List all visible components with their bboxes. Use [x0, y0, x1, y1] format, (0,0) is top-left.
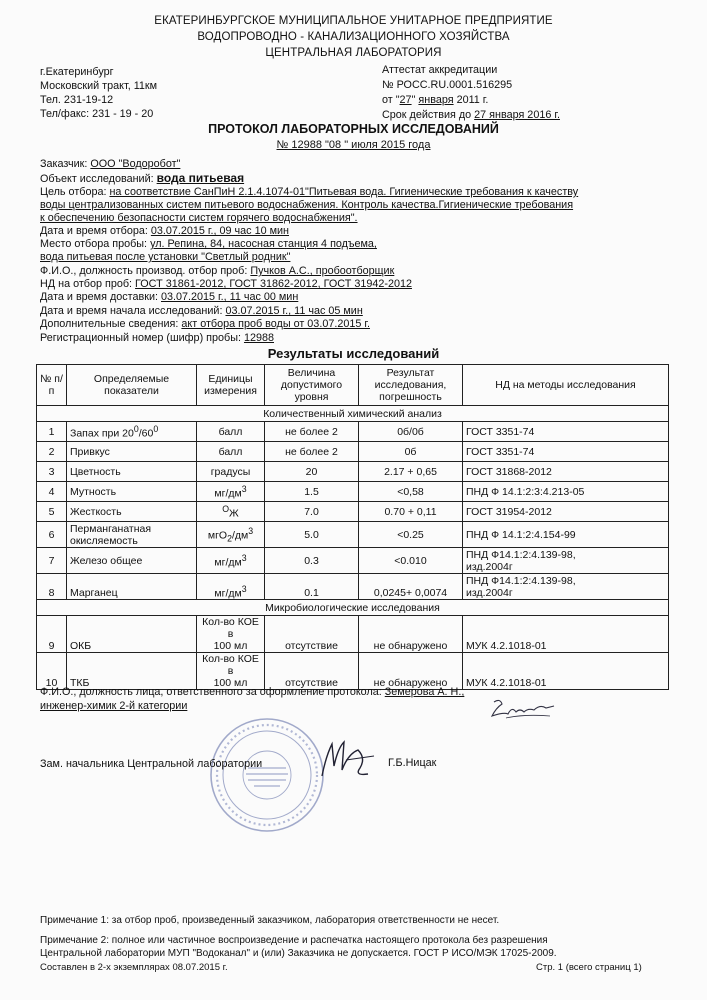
row-num: 8	[37, 574, 67, 600]
table-row	[37, 548, 669, 574]
section-row	[37, 600, 669, 616]
reg-value: 12988	[243, 332, 274, 344]
page-indicator: Стр. 1 (всего страниц 1)	[536, 962, 642, 973]
responsible-row	[40, 686, 464, 699]
responsible-name: Земерова А. Н.,	[384, 686, 465, 698]
row-result: 0б	[359, 442, 463, 462]
org-name-line3: ЦЕНТРАЛЬНАЯ ЛАБОРАТОРИЯ	[265, 47, 442, 59]
row-result: 0.70 + 0,11	[359, 502, 463, 522]
protocol-title: ПРОТОКОЛ ЛАБОРАТОРНЫХ ИССЛЕДОВАНИЙ	[208, 122, 499, 136]
row-method: ГОСТ 3351-74	[463, 442, 669, 462]
table-row	[37, 442, 669, 462]
row-limit: 1.5	[265, 482, 359, 502]
row-unit: градусы	[197, 462, 265, 482]
degree-sup-1: 0	[133, 424, 139, 435]
accreditation-date-prefix: от "	[382, 94, 400, 106]
table-row	[37, 522, 669, 548]
row-result: не обнаружено	[359, 616, 463, 653]
unit-sup: 3	[241, 553, 247, 564]
row-indicator: ОКБ	[67, 616, 197, 653]
row-limit: отсутствие	[265, 653, 359, 690]
accreditation-date	[382, 94, 488, 107]
responsible-label: Ф.И.О., должность лица, ответственного за оформление протокола:	[40, 686, 382, 698]
col-unit: Единицы измерения	[197, 365, 265, 406]
row-indicator: Марганец	[67, 574, 197, 600]
row-method	[463, 548, 669, 574]
row-limit: не более 2	[265, 442, 359, 462]
row-unit: балл	[197, 422, 265, 442]
row-result: <0.25	[359, 522, 463, 548]
unit-line-2: 100 мл	[213, 640, 248, 652]
table-row	[37, 502, 669, 522]
table-header-row	[37, 365, 669, 406]
table-row	[37, 653, 669, 690]
sampler-label: Ф.И.О., должность производ. отбор проб:	[40, 265, 248, 277]
start-value: 03.07.2015 г., 11 час 05 мин	[225, 305, 363, 317]
col-indicator: Определяемые показатели	[67, 365, 197, 406]
accreditation-date-month: января	[418, 94, 454, 106]
results-title: Результаты исследований	[267, 346, 440, 361]
row-method: ПНД Ф 14.1:2:3:4.213-05	[463, 482, 669, 502]
row-method: ГОСТ 3351-74	[463, 422, 669, 442]
row-unit	[197, 502, 265, 522]
place-value-1: ул. Репина, 84, насосная станция 4 подъема,	[150, 238, 377, 250]
method-line-1: ПНД Ф14.1:2:4.139-98,	[466, 548, 576, 561]
accreditation-title: Аттестат аккредитации	[382, 64, 498, 76]
row-limit: 7.0	[265, 502, 359, 522]
unit-line-2: 100 мл	[213, 677, 248, 689]
unit-sub: 2	[227, 533, 232, 544]
object-label: Объект исследований:	[40, 173, 154, 185]
row-num: 3	[37, 462, 67, 482]
start-row	[40, 305, 363, 318]
extra-label: Дополнительные сведения:	[40, 318, 179, 330]
nd-value: ГОСТ 31861-2012, ГОСТ 31862-2012, ГОСТ 31942-2012	[135, 278, 412, 290]
method-line-1: ПНД Ф14.1:2:4.139-98,	[466, 574, 576, 587]
indicator-text-b: /60	[138, 427, 154, 440]
sampler-row	[40, 265, 394, 278]
accreditation-date-quote: "	[411, 94, 416, 106]
approval-role: Зам. начальника Центральной лаборатории	[40, 758, 263, 770]
row-indicator	[67, 422, 197, 442]
customer-row	[40, 158, 180, 171]
customer-label: Заказчик:	[40, 158, 88, 170]
fax: Тел/факс: 231 - 19 - 20	[40, 108, 154, 120]
method-line-2: изд.2004г	[466, 560, 513, 573]
row-num: 1	[37, 422, 67, 442]
unit-sup: 3	[248, 525, 254, 536]
unit-text: мг/дм	[214, 587, 242, 599]
city: г.Екатеринбург	[40, 66, 114, 78]
customer-value: ООО "Водоробот"	[90, 158, 181, 170]
accreditation-date-year: 2011 г.	[456, 94, 489, 106]
row-unit	[197, 548, 265, 574]
round-stamp	[208, 716, 326, 834]
row-method: ГОСТ 31954-2012	[463, 502, 669, 522]
row-result: <0,58	[359, 482, 463, 502]
row-num: 10	[37, 653, 67, 690]
org-name-line2: ВОДОПРОВОДНО - КАНАЛИЗАЦИОННОГО ХОЗЯЙСТВА	[197, 31, 510, 43]
address: Московский тракт, 11км	[40, 80, 158, 92]
col-result: Результат исследования, погрешность	[359, 365, 463, 406]
row-method: ГОСТ 31868-2012	[463, 462, 669, 482]
row-unit: балл	[197, 442, 265, 462]
copies-note: Составлен в 2-х экземплярах 08.07.2015 г.	[40, 962, 228, 973]
row-indicator: Жесткость	[67, 502, 197, 522]
row-unit	[197, 653, 265, 690]
delivery-value: 03.07.2015 г., 11 час 00 мин	[160, 291, 299, 303]
accreditation-date-day: 27	[399, 94, 412, 106]
responsible-signature	[488, 694, 558, 724]
place-value-2: вода питьевая после установки "Светлый родник"	[40, 251, 291, 263]
row-num: 5	[37, 502, 67, 522]
indicator-line-2: окисляемость	[70, 534, 138, 547]
row-result: 2.17 + 0,65	[359, 462, 463, 482]
row-limit: 0.1	[265, 574, 359, 600]
note-2a: Примечание 2: полное или частичное воспроизведение и распечатка настоящего протокола без разрешения	[40, 935, 548, 946]
row-unit	[197, 574, 265, 600]
row-result: не обнаружено	[359, 653, 463, 690]
unit-text: мг/дм	[214, 487, 242, 500]
row-result: 0,0245+ 0,0074	[359, 574, 463, 600]
col-method: НД на методы исследования	[463, 365, 669, 406]
unit-text-b: /дм	[231, 529, 249, 542]
sampling-dt-row	[40, 225, 289, 238]
accreditation-validity	[382, 109, 560, 122]
row-indicator: Мутность	[67, 482, 197, 502]
purpose-label: Цель отбора:	[40, 186, 107, 198]
purpose-value-1: на соответствие СанПиН 2.1.4.1074-01"Питьевая вода. Гигиенические требования к качеству	[109, 186, 579, 198]
row-limit: 20	[265, 462, 359, 482]
sampling-dt-value: 03.07.2015 г., 09 час 10 мин	[150, 225, 289, 237]
row-num: 6	[37, 522, 67, 548]
row-result: 0б/0б	[359, 422, 463, 442]
section-microbiology: Микробиологические исследования	[37, 600, 669, 616]
unit-line-1: Кол-во КОЕ в	[202, 653, 259, 677]
row-unit	[197, 616, 265, 653]
nd-label: НД на отбор проб:	[40, 278, 133, 290]
start-label: Дата и время начала исследований:	[40, 305, 223, 317]
col-limit: Величина допустимого уровня	[265, 365, 359, 406]
phone: Тел. 231-19-12	[40, 94, 114, 106]
reg-label: Регистрационный номер (шифр) пробы:	[40, 332, 241, 344]
validity-label: Срок действия до	[382, 109, 472, 121]
row-num: 7	[37, 548, 67, 574]
row-num: 2	[37, 442, 67, 462]
unit-sup: О	[222, 504, 230, 515]
sampling-dt-label: Дата и время отбора:	[40, 225, 148, 237]
results-table	[36, 364, 669, 690]
approver-signature	[318, 736, 378, 784]
extra-value: акт отбора проб воды от 03.07.2015 г.	[181, 318, 370, 330]
row-method: МУК 4.2.1018-01	[463, 616, 669, 653]
row-indicator: ТКБ	[67, 653, 197, 690]
reg-row	[40, 332, 274, 345]
table-row	[37, 462, 669, 482]
table-row	[37, 574, 669, 600]
row-unit	[197, 482, 265, 502]
unit-sup: 3	[241, 484, 247, 495]
responsible-position: инженер-химик 2-й категории	[40, 700, 188, 712]
section-chemical: Количественный химический анализ	[37, 406, 669, 422]
place-row	[40, 238, 377, 251]
row-limit: не более 2	[265, 422, 359, 442]
delivery-row	[40, 291, 298, 304]
extra-row	[40, 318, 370, 331]
row-method: ПНД Ф 14.1:2:4.154-99	[463, 522, 669, 548]
row-num: 4	[37, 482, 67, 502]
sampler-value: Пучков А.С., пробоотборщик	[250, 265, 395, 277]
object-value: вода питьевая	[156, 171, 245, 185]
accreditation-number: № РОСС.RU.0001.516295	[382, 79, 513, 91]
row-indicator: Железо общее	[67, 548, 197, 574]
table-row	[37, 422, 669, 442]
row-indicator	[67, 522, 197, 548]
object-row	[40, 172, 244, 186]
row-method: МУК 4.2.1018-01	[463, 653, 669, 690]
approval-name: Г.Б.Ницак	[388, 757, 437, 769]
unit-text: мг/дм	[214, 556, 242, 569]
table-row	[37, 482, 669, 502]
nd-row	[40, 278, 412, 291]
col-num: № п/п	[37, 365, 67, 406]
delivery-label: Дата и время доставки:	[40, 291, 158, 303]
row-indicator: Цветность	[67, 462, 197, 482]
row-num: 9	[37, 616, 67, 653]
org-name-line1: ЕКАТЕРИНБУРГСКОЕ МУНИЦИПАЛЬНОЕ УНИТАРНОЕ ПРЕДПРИЯТИЕ	[154, 15, 553, 27]
row-method	[463, 574, 669, 600]
place-label: Место отбора пробы:	[40, 238, 148, 250]
row-result: <0.010	[359, 548, 463, 574]
row-limit: 5.0	[265, 522, 359, 548]
validity-value: 27 января 2016 г.	[474, 109, 560, 121]
table-row	[37, 616, 669, 653]
row-limit: отсутствие	[265, 616, 359, 653]
row-limit: 0.3	[265, 548, 359, 574]
protocol-number: № 12988 "08 " июля 2015 года	[276, 139, 431, 151]
degree-sup-2: 0	[153, 424, 159, 435]
indicator-line-1: Перманганатная	[70, 522, 152, 535]
note-1: Примечание 1: за отбор проб, произведенный заказчиком, лаборатория ответственности не несет.	[40, 915, 500, 926]
purpose-value-2: воды централизованных систем питьевого водоснабжения. Контроль качества.Гигиенические требования	[40, 199, 574, 211]
unit-text: мгО	[207, 529, 228, 542]
row-indicator: Привкус	[67, 442, 197, 462]
purpose-value-3: к обеспечению безопасности систем горячего водоснабжения".	[40, 212, 358, 224]
unit-line-1: Кол-во КОЕ в	[202, 616, 259, 640]
unit-sup: 3	[241, 583, 247, 594]
method-line-2: изд.2004г	[466, 586, 513, 599]
purpose-row	[40, 186, 578, 199]
section-row	[37, 406, 669, 422]
unit-text: Ж	[229, 507, 239, 520]
note-2b: Центральной лаборатории МУП "Водоканал" и (или) Заказчика не допускается. ГОСТ Р ИСО/МЭК 17025-2009.	[40, 948, 557, 959]
row-unit	[197, 522, 265, 548]
indicator-text-a: Запах при 20	[70, 427, 134, 440]
